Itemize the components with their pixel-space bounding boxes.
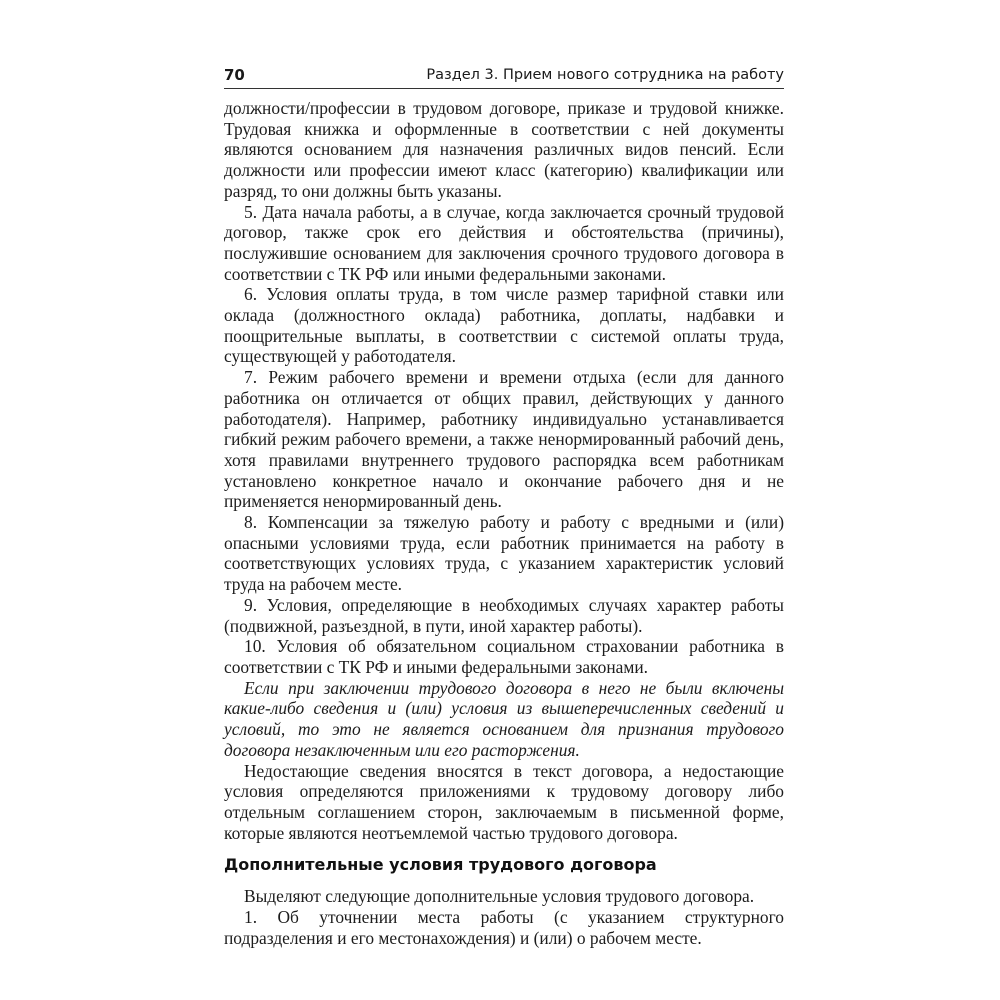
paragraph-additional-item-1: 1. Об уточнении места работы (с указанием структурного подразделения и его местонахождения) и (или) о рабочем месте. (224, 907, 784, 948)
body-text (224, 98, 784, 948)
header-rule (224, 88, 784, 89)
running-head (224, 66, 784, 88)
paragraph-item-5: 5. Дата начала работы, а в случае, когда заключается срочный трудовой договор, также срок его действия и обстоятельства (причины), послужившие основанием для заключения срочного трудового договора в соответствии с ТК РФ или иными федеральными законами. (224, 201, 784, 284)
subheading-additional-conditions: Дополнительные условия трудового договора (224, 855, 657, 875)
paragraph-item-10: 10. Условия об обязательном социальном страховании работника в соответствии с ТК РФ и иными федеральными законами. (224, 636, 784, 677)
section-title: Раздел 3. Прием нового сотрудника на работу (426, 67, 784, 83)
paragraph-continued: должности/профессии в трудовом договоре, приказе и трудовой книжке. Трудовая книжка и оформленные в соответствии с ней документы являются основанием для назначения различных видов пенсий. Если должности или профессии имеют класс (категорию) квалификации или разряд, то они должны быть указаны. (224, 98, 784, 201)
italic-note: Если при заключении трудового договора в него не были включены какие-либо сведения и (или) условия из вышеперечисленных сведений и условий, то это не является основанием для признания трудового договора незаключенным или его расторжения. (224, 677, 784, 760)
paragraph-missing-info: Недостающие сведения вносятся в текст договора, а недостающие условия определяются приложениями к трудовому договору либо отдельным соглашением сторон, заключаемым в письменной форме, которые являются неотъемлемой частью трудового договора. (224, 760, 784, 843)
paragraph-intro: Выделяют следующие дополнительные условия трудового договора. (244, 886, 755, 907)
page-number: 70 (224, 66, 245, 84)
paragraph-item-8: 8. Компенсации за тяжелую работу и работу с вредными и (или) опасными условиями труда, если работник принимается на работу в соответствующих условиях труда, с указанием характеристик условий труда на рабочем месте. (224, 512, 784, 595)
paragraph-item-7: 7. Режим рабочего времени и времени отдыха (если для данного работника он отличается от общих правил, действующих у данного работодателя). Например, работнику индивидуально устанавливается гибкий режим рабочего времени, а также ненормированный рабочий день, хотя правилами внутреннего трудового распорядка всем работникам установлено конкретное начало и окончание рабочего дня и не применяется ненормированный день. (224, 367, 784, 512)
paragraph-item-6: 6. Условия оплаты труда, в том числе размер тарифной ставки или оклада (должностного оклада) работника, доплаты, надбавки и поощрительные выплаты, в соответствии с системой оплаты труда, существующей у работодателя. (224, 284, 784, 367)
paragraph-item-9: 9. Условия, определяющие в необходимых случаях характер работы (подвижной, разъездной, в пути, иной характер работы). (224, 594, 784, 636)
